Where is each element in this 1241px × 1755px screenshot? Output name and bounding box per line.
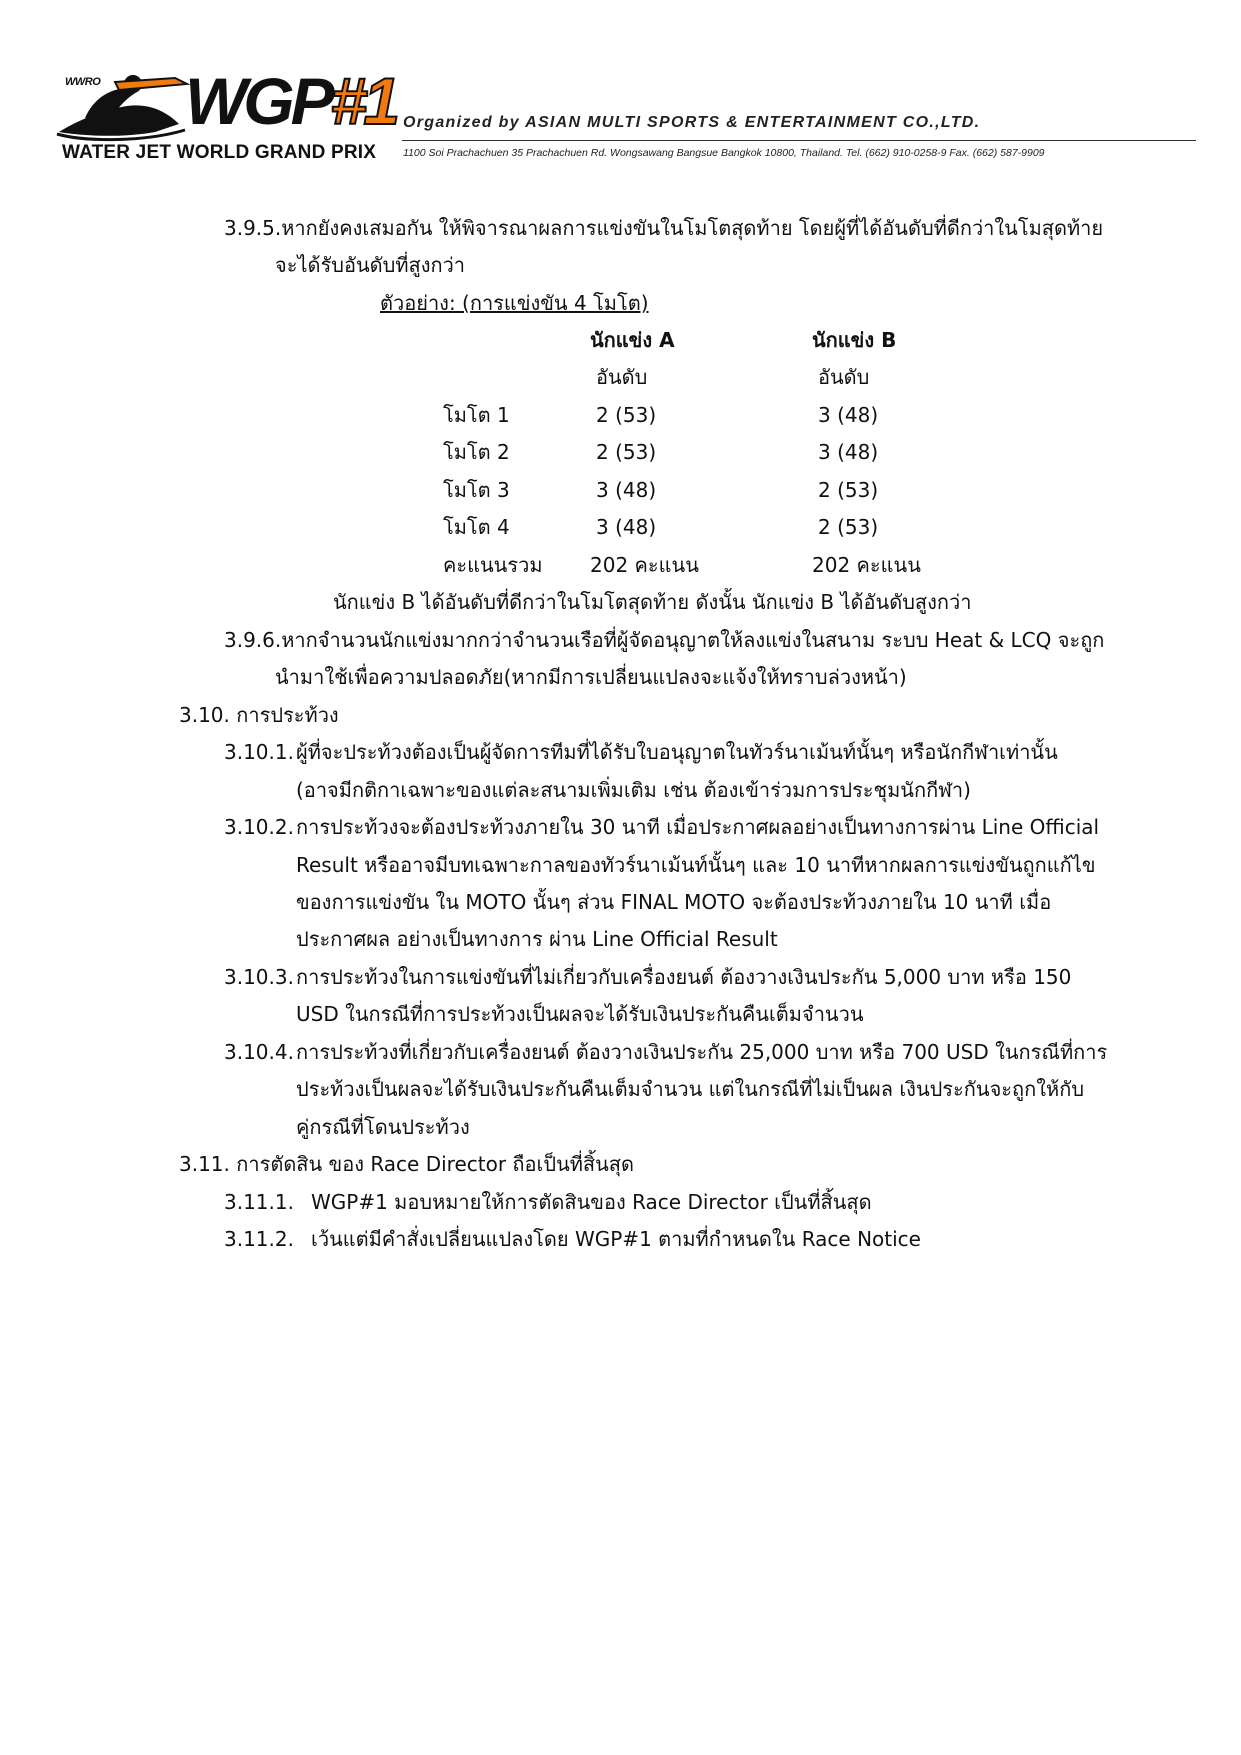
clause-line: WGP#1 มอบหมายให้การตัดสินของ Race Director เป็นที่สิ้นสุด [311, 1190, 872, 1214]
table-header-racer-a: นักแข่ง A [590, 328, 675, 352]
clause-3-9-5-line1: 3.9.5.หากยังคงเสมอกัน ให้พิจารณาผลการแข่งขันในโมโตสุดท้าย โดยผู้ที่ได้อันดับที่ดีกว่าในโมสุดท้าย [224, 216, 1104, 240]
clause-line: ของการแข่งขัน ใน MOTO นั้นๆ ส่วน FINAL MOTO จะต้องประท้วงภายใน 10 นาที เมื่อ [296, 890, 1052, 914]
table-cell-b: 202 คะแนน [812, 553, 921, 577]
table-subheader-b: อันดับ [818, 365, 870, 389]
table-cell-b: 3 (48) [818, 403, 879, 427]
table-row-label: โมโต 3 [443, 478, 510, 502]
example-title: ตัวอย่าง: (การแข่งขัน 4 โมโต) [380, 291, 649, 315]
clause-line: ประท้วงเป็นผลจะได้รับเงินประกันคืนเต็มจำนวน แต่ในกรณีที่ไม่เป็นผล เงินประกันจะถูกให้กับ [296, 1077, 1085, 1101]
clause-line: Result หรืออาจมีบทเฉพาะกาลของทัวร์นาเม้นท์นั้นๆ และ 10 นาทีหากผลการแข่งขันถูกแก้ไข [296, 853, 1096, 877]
clause-line: (อาจมีกติกาเฉพาะของแต่ละสนามเพิ่มเติม เช่น ต้องเข้าร่วมการประชุมนักกีฬา) [296, 778, 971, 802]
clause-3-9-6-line1: 3.9.6.หากจำนวนนักแข่งมากกว่าจำนวนเรือที่ผู้จัดอนุญาตให้ลงแข่งในสนาม ระบบ Heat & LCQ จะถูก [224, 628, 1105, 652]
address-line: 1100 Soi Prachachuen 35 Prachachuen Rd. Wongsawang Bangsue Bangkok 10800, Thailand. Tel. (662) 910-0258-9 Fax. (662) 587-9909 [403, 147, 1045, 159]
clause-line: การประท้วงจะต้องประท้วงภายใน 30 นาที เมื่อประกาศผลอย่างเป็นทางการผ่าน Line Official [296, 815, 1100, 839]
header-divider [402, 140, 1196, 141]
clause-number: 3.10.4. [224, 1040, 294, 1064]
logo-subtitle: WATER JET WORLD GRAND PRIX [62, 142, 377, 163]
clause-line: คู่กรณีที่โดนประท้วง [296, 1115, 470, 1139]
table-row-label: คะแนนรวม [443, 553, 543, 577]
table-cell-b: 2 (53) [818, 515, 879, 539]
table-cell-a: 2 (53) [596, 440, 657, 464]
clause-line: การประท้วงในการแข่งขันที่ไม่เกี่ยวกับเครื่องยนต์ ต้องวางเงินประกัน 5,000 บาท หรือ 150 [296, 965, 1072, 989]
clause-number: 3.10.1. [224, 740, 294, 764]
clause-number: 3.10.3. [224, 965, 294, 989]
logo-small-text: WWRO [65, 76, 101, 88]
example-conclusion: นักแข่ง B ได้อันดับที่ดีกว่าในโมโตสุดท้าย ดังนั้น นักแข่ง B ได้อันดับสูงกว่า [333, 590, 972, 614]
clause-line: USD ในกรณีที่การประท้วงเป็นผลจะได้รับเงินประกันคืนเต็มจำนวน [296, 1002, 864, 1026]
table-cell-a: 202 คะแนน [590, 553, 699, 577]
clause-number: 3.10.2. [224, 815, 294, 839]
section-3-11-heading: 3.11. การตัดสิน ของ Race Director ถือเป็นที่สิ้นสุด [179, 1152, 634, 1176]
clause-line: ประกาศผล อย่างเป็นทางการ ผ่าน Line Official Result [296, 927, 778, 951]
clause-3-9-6-line2: นำมาใช้เพื่อความปลอดภัย(หากมีการเปลี่ยนแปลงจะแจ้งให้ทราบล่วงหน้า) [275, 665, 907, 689]
table-header-racer-b: นักแข่ง B [812, 328, 897, 352]
table-cell-a: 3 (48) [596, 515, 657, 539]
table-cell-a: 3 (48) [596, 478, 657, 502]
wgp-logo [55, 64, 397, 165]
clause-number: 3.11.1. [224, 1190, 294, 1214]
clause-number: 3.11.2. [224, 1227, 294, 1251]
section-3-10-heading: 3.10. การประท้วง [179, 703, 339, 727]
clause-line: เว้นแต่มีคำสั่งเปลี่ยนแปลงโดย WGP#1 ตามที่กำหนดใน Race Notice [311, 1227, 921, 1251]
table-cell-a: 2 (53) [596, 403, 657, 427]
table-row-label: โมโต 2 [443, 440, 510, 464]
table-subheader-a: อันดับ [596, 365, 648, 389]
table-cell-b: 3 (48) [818, 440, 879, 464]
logo-main-text: WGP#1 [185, 64, 397, 138]
table-row-label: โมโต 1 [443, 403, 510, 427]
organizer-line: Organized by ASIAN MULTI SPORTS & ENTERTAINMENT CO.,LTD. [403, 114, 981, 131]
table-row-label: โมโต 4 [443, 515, 510, 539]
clause-line: การประท้วงที่เกี่ยวกับเครื่องยนต์ ต้องวางเงินประกัน 25,000 บาท หรือ 700 USD ในกรณีที่การ [296, 1040, 1108, 1064]
clause-line: ผู้ที่จะประท้วงต้องเป็นผู้จัดการทีมที่ได้รับใบอนุญาตในทัวร์นาเม้นท์นั้นๆ หรือนักกีฬาเท่านั้น [296, 740, 1058, 764]
clause-3-9-5-line2: จะได้รับอันดับที่สูงกว่า [275, 253, 466, 277]
table-cell-b: 2 (53) [818, 478, 879, 502]
